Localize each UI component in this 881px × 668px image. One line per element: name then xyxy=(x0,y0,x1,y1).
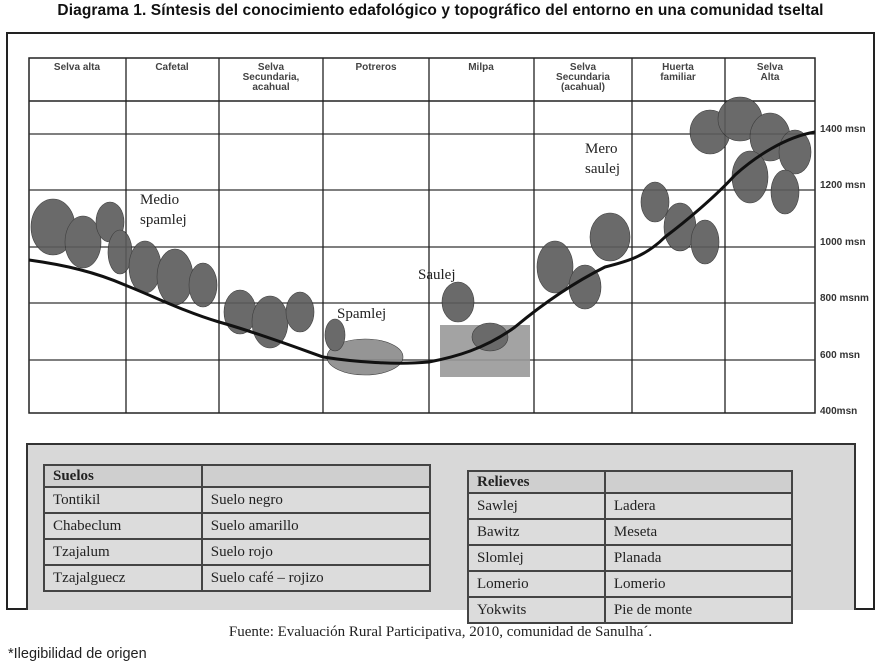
altitude-label: 1000 msn xyxy=(820,237,866,248)
table-row xyxy=(44,539,430,565)
zone-label: Huerta xyxy=(662,62,694,73)
table-row xyxy=(44,513,430,539)
soil-label-mero-saulej-2: saulej xyxy=(585,161,620,177)
zone-label: Secundaria, xyxy=(242,72,300,83)
relieves-meaning: Planada xyxy=(605,545,792,571)
altitude-label: 1200 msn xyxy=(820,180,866,191)
altitude-label: 1400 msn xyxy=(820,124,866,135)
altitude-label: 400msn xyxy=(820,406,858,417)
vegetation xyxy=(31,97,811,377)
soil-label-saulej: Saulej xyxy=(418,267,456,283)
table-row xyxy=(44,487,430,513)
zone-label: Cafetal xyxy=(155,62,189,73)
suelos-term: Tzajalum xyxy=(44,539,202,565)
zone-label: acahual xyxy=(252,82,290,93)
relieves-term: Lomerio xyxy=(468,571,605,597)
soil-label-medio-spamlej-1: Medio xyxy=(140,192,180,208)
table-row xyxy=(468,493,792,519)
table-row xyxy=(468,545,792,571)
soil-label-mero-saulej-1: Mero xyxy=(585,141,618,157)
soil-label-spamlej: Spamlej xyxy=(337,306,387,322)
table-row xyxy=(468,571,792,597)
table-header-row xyxy=(468,471,792,493)
altitude-label: 600 msn xyxy=(820,350,861,361)
figure-title: Diagrama 1. Síntesis del conocimiento edafológico y topográfico del entorno en una comunidad tseltal xyxy=(57,2,824,19)
zone-label: Selva xyxy=(257,62,285,73)
zone-label: (acahual) xyxy=(561,82,605,93)
suelos-header: Suelos xyxy=(44,465,202,487)
footnote: *Ilegibilidad de origen xyxy=(8,646,147,662)
relieves-meaning: Ladera xyxy=(605,493,792,519)
relieves-term: Bawitz xyxy=(468,519,605,545)
table-header-row xyxy=(44,465,430,487)
table-row xyxy=(44,565,430,591)
table-row xyxy=(468,597,792,623)
zone-label: Milpa xyxy=(468,62,494,73)
suelos-table xyxy=(43,464,431,592)
relieves-table xyxy=(467,470,793,624)
zone-label: Selva xyxy=(756,62,784,73)
suelos-meaning: Suelo negro xyxy=(202,487,430,513)
suelos-meaning: Suelo rojo xyxy=(202,539,430,565)
relieves-term: Sawlej xyxy=(468,493,605,519)
relieves-meaning: Lomerio xyxy=(605,571,792,597)
source-caption: Fuente: Evaluación Rural Participativa, 2010, comunidad de Sanulha´. xyxy=(228,624,653,640)
topographic-diagram xyxy=(25,57,875,417)
altitude-label: 800 msnm xyxy=(820,293,869,304)
relieves-term: Slomlej xyxy=(468,545,605,571)
zone-label: Selva alta xyxy=(53,62,101,73)
suelos-meaning: Suelo amarillo xyxy=(202,513,430,539)
soil-label-medio-spamlej-2: spamlej xyxy=(140,212,187,228)
relieves-meaning: Meseta xyxy=(605,519,792,545)
suelos-term: Chabeclum xyxy=(44,513,202,539)
relieves-header: Relieves xyxy=(468,471,605,493)
suelos-term: Tzajalguecz xyxy=(44,565,202,591)
zone-label: Secundaria xyxy=(556,72,610,83)
zone-label: Alta xyxy=(760,72,780,83)
zone-label: Selva xyxy=(569,62,597,73)
zone-label: familiar xyxy=(660,72,696,83)
suelos-header-empty xyxy=(202,465,430,487)
relieves-header-empty xyxy=(605,471,792,493)
suelos-meaning: Suelo café – rojizo xyxy=(202,565,430,591)
relieves-term: Yokwits xyxy=(468,597,605,623)
relieves-meaning: Pie de monte xyxy=(605,597,792,623)
suelos-term: Tontikil xyxy=(44,487,202,513)
table-row xyxy=(468,519,792,545)
zone-label: Potreros xyxy=(355,62,397,73)
